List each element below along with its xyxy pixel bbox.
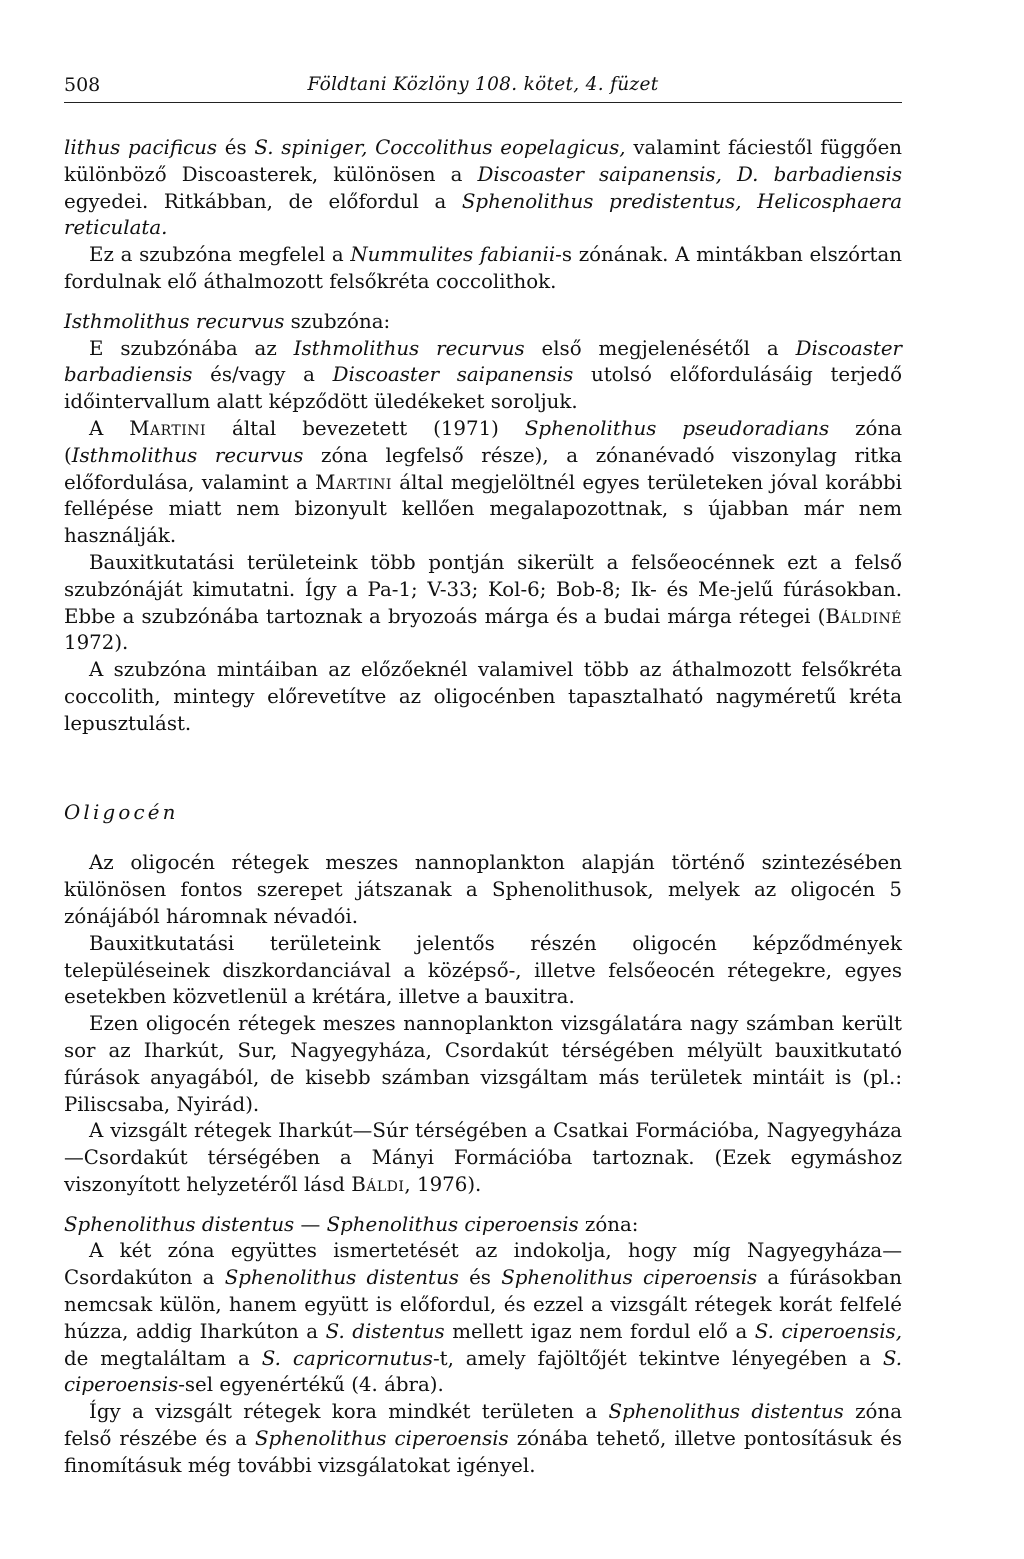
text-span: zóna:: [578, 1212, 639, 1236]
taxon-name: Isthmolithus recurvus: [71, 443, 304, 467]
text-span: de megtaláltam a: [64, 1346, 262, 1370]
taxon-name: S. capricornutus: [261, 1346, 433, 1370]
paragraph: Ezen oligocén rétegek meszes nannoplankton vizsgálatára nagy számban került sor az Iharkút, Sur, Nagyegyháza, Csordakút térségében mélyült bauxitkutató fúrások anyagából, de kisebb számban vizsgáltam más területek mintáit is (pl.: Piliscsaba, Nyirád).: [64, 1012, 902, 1116]
text-span: zónába tehető, illetve pontosításuk és finomításuk még további vizsgálatokat igényel.: [64, 1427, 903, 1477]
text-span: zóna legfelső része), a zónanévadó viszonylag ritka előfordulása, valamint a: [64, 443, 902, 494]
text-span: utolsó előfordulásáig terjedő időintervallum alatt képződött üledékeket soroljuk.: [64, 363, 902, 414]
author-name: Martini: [129, 416, 207, 440]
text-span: egyedei. Ritkábban, de előfordul a: [64, 189, 462, 213]
text-span: Ez a szubzóna megfelel a: [89, 243, 351, 267]
text-span: zóna felső részébe és a: [64, 1400, 902, 1451]
text-span: által megjelöltnél egyes területeken jóval korábbi fellépése miatt nem bizonyult kellően megalapozottnak, s újabban már nem használják.: [64, 470, 902, 548]
text-span: —: [294, 1212, 327, 1236]
text-span: Bauxitkutatási területeink több pontján sikerült a felsőeocénnek ezt a felső szubzónáját kimutatni. Így a Pa-1; V-33; Kol-6; Bob-8; Ik- és Me-jelű fúrásokban. Ebbe a szubzónába tartoznak a bryozoás márga és a budai márga rétegei (: [64, 550, 902, 628]
taxon-name: lithus pacificus: [64, 136, 218, 159]
section-heading: Oligocén: [64, 800, 179, 824]
taxon-name: Sphenolithus ciperoensis: [326, 1212, 579, 1236]
paragraph: Az oligocén rétegek meszes nannoplankton alapján történő szintezésében különösen fontos szerepet játszanak a Sphenolithusok, melyek az oligocén 5 zónájából háromnak névadói.: [64, 851, 902, 928]
taxon-name: Isthmolithus recurvus: [64, 309, 285, 333]
text-span: E szubzónába az: [89, 336, 294, 360]
text-span: -t, amely fajöltőjét tekintve lényegében a: [432, 1346, 883, 1370]
taxon-name: Sphenolithus distentus: [64, 1212, 295, 1236]
journal-title: Földtani Közlöny 108. kötet, 4. füzet: [307, 74, 659, 95]
text-span: és/vagy a: [192, 363, 333, 387]
text-span: által bevezetett (1971): [206, 416, 525, 440]
taxon-name: Sphenolithus distentus: [608, 1400, 844, 1424]
paragraph: Bauxitkutatási területeink jelentős részén oligocén képződmények településeinek diszkordanciával a középső-, illetve felsőeocén rétegekre, egyes esetekben közvetlenül a krétára, illetve a bauxitra.: [64, 931, 902, 1009]
taxon-name: Discoaster saipanensis: [332, 363, 574, 387]
text-span: -sel egyenértékű (4. ábra).: [178, 1373, 444, 1397]
author-name: Báldi: [351, 1172, 405, 1196]
author-name: Martini: [315, 470, 392, 494]
text-span: A vizsgált rétegek Iharkút—Súr térségében a Csatkai Formációba, Nagyegyháza—Csordakút térségében a Mányi Formációba tartoznak. (Ezek egymáshoz viszonyított helyzetéről lásd: [64, 1119, 902, 1196]
paragraph: [64, 416, 902, 550]
text-span: valamint fáciestől függően különböző Discoasterek, különösen a: [64, 136, 903, 186]
text-span: első megjelenésétől a: [524, 336, 796, 360]
text-span: zóna (: [64, 416, 902, 467]
paragraph: [64, 135, 902, 242]
paragraph: [64, 1118, 902, 1198]
taxon-name: Sphenolithus pseudoradians: [524, 416, 830, 440]
running-header: [64, 72, 902, 103]
text-span: , 1976).: [404, 1172, 482, 1196]
paragraph: [64, 1238, 902, 1399]
page-number: 508: [64, 74, 101, 96]
taxon-name: Sphenolithus ciperoensis: [254, 1427, 509, 1451]
taxon-name: S. distentus: [325, 1319, 445, 1343]
taxon-name: S. spiniger, Coccolithus eopelagicus,: [254, 136, 626, 159]
text-span: 1972).: [64, 631, 129, 655]
taxon-name: Sphenolithus predistentus, Helicosphaera reticulata.: [64, 189, 902, 240]
paragraph: A szubzóna mintáiban az előzőeknél valamivel több az áthalmozott felsőkréta coccolith, mintegy előrevetítve az oligocénben tapasztalható nagyméretű kréta lepusztulást.: [64, 658, 902, 735]
taxon-name: Discoaster barbadiensis: [64, 336, 902, 387]
paragraph: [64, 1399, 902, 1479]
paragraph: [64, 242, 902, 296]
text-span: a fúrásokban nemcsak külön, hanem együtt is előfordul, és ezzel a vizsgált rétegek korát felfelé húzza, addig Iharkúton a: [64, 1266, 902, 1343]
text-span: A két zóna együttes ismertetését az indokolja, hogy míg Nagyegyháza—Csordakúton a: [64, 1239, 902, 1290]
text-span: és: [458, 1266, 502, 1290]
taxon-name: Discoaster saipanensis, D. barbadiensis: [477, 162, 903, 186]
taxon-name: S. ciperoensis: [64, 1346, 902, 1397]
text-span: szubzóna:: [284, 309, 391, 333]
taxon-name: Nummulites fabianii: [350, 243, 556, 267]
text-span: A: [89, 416, 130, 440]
text-span: -s zónának. A mintákban elszórtan fordulnak elő áthalmozott felsőkréta coccolithok.: [64, 243, 903, 293]
subzone-heading: [64, 309, 902, 336]
text-span: mellett igaz nem fordul elő a: [444, 1319, 755, 1343]
text-span: Így a vizsgált rétegek kora mindkét területen a: [89, 1400, 609, 1424]
taxon-name: Isthmolithus recurvus: [293, 336, 525, 360]
taxon-name: Sphenolithus distentus: [224, 1266, 459, 1290]
paragraph: [64, 336, 902, 416]
page: [64, 72, 902, 1480]
text-span: és: [217, 136, 255, 159]
taxon-name: S. ciperoensis,: [754, 1319, 902, 1343]
paragraph: [64, 550, 902, 657]
taxon-name: Sphenolithus ciperoensis: [501, 1266, 758, 1290]
zone-heading: [64, 1212, 902, 1239]
body-text: [64, 135, 902, 1480]
author-name: Báldiné: [825, 604, 902, 628]
